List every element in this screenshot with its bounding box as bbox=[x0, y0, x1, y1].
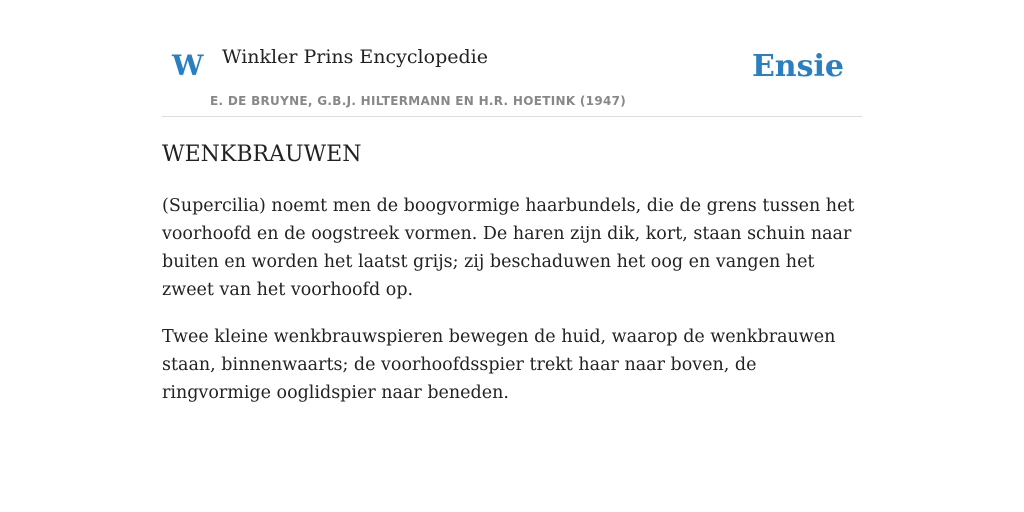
page bbox=[162, 0, 862, 403]
entry-paragraph: Twee kleine wenkbrauwspieren bewegen de huid, waarop de wenkbrauwen staan, binnenwaarts; de voorhoofdsspier trekt haar naar boven, de ringvormige ooglidspier naar beneden. bbox=[162, 327, 836, 403]
winkler-prins-logo[interactable]: W bbox=[172, 49, 204, 82]
ensie-logo[interactable]: Ensie bbox=[751, 49, 844, 84]
entry-body bbox=[162, 192, 862, 426]
entry-title: WENKBRAUWEN bbox=[162, 142, 362, 167]
source-title[interactable]: Winkler Prins Encyclopedie bbox=[222, 46, 488, 68]
source-header bbox=[162, 0, 862, 117]
entry-paragraph: (Supercilia) noemt men de boogvormige haarbundels, die de grens tussen het voorhoofd en de oogstreek vormen. De haren zijn dik, kort, staan schuin naar buiten en worden het laatst grijs; zij beschaduwen het oog en vangen het zweet van het voorhoofd op. bbox=[162, 196, 855, 300]
source-authors: E. DE BRUYNE, G.B.J. HILTERMANN EN H.R. HOETINK (1947) bbox=[210, 94, 627, 108]
